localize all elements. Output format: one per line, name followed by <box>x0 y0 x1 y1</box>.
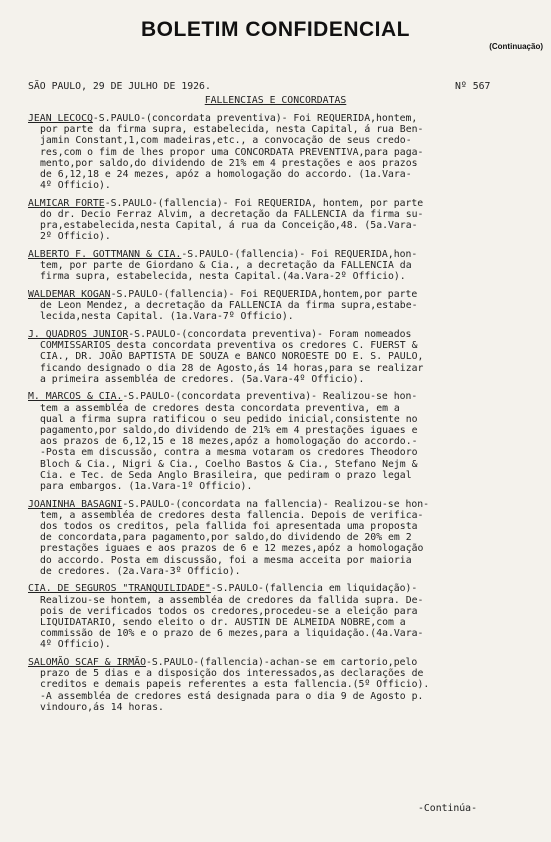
notice-line <box>28 198 538 209</box>
notice-line <box>28 311 538 322</box>
notice-text: firma supra, estabelecida, nesta Capital.(4a.Vara-2º Officio). <box>40 271 406 283</box>
notice-line <box>28 300 538 311</box>
notice-line <box>28 510 538 521</box>
notice-line <box>28 668 538 679</box>
notice-text: de 6,12,18 e 24 mezes, apóz a homologação do accordo. (1a.Vara- <box>40 169 412 181</box>
notice-line <box>28 555 538 566</box>
notice-text: tem a assembléa de credores desta concordata preventiva, em a <box>40 402 400 414</box>
notice-text: -S.PAULO-(concordata preventiva)- Foi REQUERIDA,hontem, <box>92 113 418 124</box>
notice-text: 4º Officio). <box>40 639 111 651</box>
section-title-text: FALLENCIAS E CONCORDATAS <box>204 95 347 106</box>
notice-line <box>28 447 538 458</box>
notice-line <box>28 702 538 713</box>
notice-text: -A assembléa de credores está designada para o dia 9 de Agosto p. <box>40 690 424 702</box>
notice-text: -S.PAULO-(fallencia)- Foi REQUERIDA,hontem,por parte <box>110 289 418 301</box>
continues-footer: -Continúa- <box>418 803 477 814</box>
notice-line <box>28 628 538 639</box>
notice-line <box>28 209 538 220</box>
notice-text: de Leon Mendez, a decretação da FALLENCIA da firma supra,estabe- <box>40 300 418 312</box>
notice-text: -S.PAULO-(concordata preventiva)- Realizou-se hon- <box>122 391 418 403</box>
notice-text: Realizou-se hontem, a assembléa de credores da fallida supra. De- <box>40 594 424 606</box>
notice-text: tem, por parte de Giordano & Cia., a decretação da FALLENCIA da <box>40 260 412 272</box>
notice-text: aos prazos de 6,12,15 e 18 mezes,apóz a homologação do accordo.- <box>40 436 418 448</box>
notice-company: CIA. DE SEGUROS "TRANQUILIDADE" <box>28 583 211 595</box>
notice-text: jamin Constant,1,com madeiras,etc., a convocação de seus credo- <box>40 135 412 147</box>
notice-company: ALBERTO F. GOTTMANN & CIA. <box>28 249 182 261</box>
notice-line <box>28 543 538 554</box>
continuation-label: (Continuação) <box>489 42 543 51</box>
notice-company: JEAN LECOCQ <box>28 113 93 124</box>
notice-text: LIQUIDATARIO, sendo eleito o dr. AUSTIN DE ALMEIDA NOBRE,com a <box>40 617 406 629</box>
notice-entry <box>28 198 538 243</box>
bulletin-number: Nº 567 <box>455 81 491 92</box>
notice-text: CIA., DR. JOÃO BAPTISTA DE SOUZA e BANCO NOROESTE DO E. S. PAULO, <box>40 351 424 363</box>
notice-entry <box>28 113 538 191</box>
notice-entry <box>28 289 538 323</box>
notice-line <box>28 260 538 271</box>
notice-company: M. MARCOS & CIA. <box>28 391 123 403</box>
notice-text: Bloch & Cia., Nigri & Cia., Coelho Bastos & Cia., Stefano Nejm & <box>40 458 418 470</box>
notice-text: por parte da firma supra, estabelecida, nesta Capital, á rua Ben- <box>40 124 424 136</box>
notice-text: -S.PAULO-(concordata na fallencia)- Realizou-se hon- <box>122 498 430 510</box>
notice-text: do dr. Decio Ferraz Alvim, a decretação da FALLENCIA da firma su- <box>40 209 424 221</box>
notice-entry <box>28 391 538 492</box>
notice-text: qual a firma supra ratificou o seu pedido inicial,consistente no <box>40 413 418 425</box>
notice-text: -S.PAULO-(fallencia)- Foi REQUERIDA, hontem, por parte <box>104 197 424 209</box>
notice-company: JOANINHA BASAGNI <box>28 498 123 510</box>
notice-line <box>28 606 538 617</box>
notice-text: pra,estabelecida,nesta Capital, á rua da Conceição,48. (5a.Vara- <box>40 220 418 232</box>
entries-list <box>28 113 538 719</box>
notice-line <box>28 351 538 362</box>
notice-text: creditos e demais papeis referentes a esta fallencia.(5º Officio). <box>40 679 430 691</box>
notice-entry <box>28 249 538 283</box>
notice-line <box>28 329 538 340</box>
notice-company: J. QUADROS JUNIOR <box>28 329 129 341</box>
notice-line <box>28 363 538 374</box>
notice-text: lecida,nesta Capital. (1a.Vara-7º Officio). <box>40 311 294 323</box>
notice-text: mento,por saldo,do dividendo de 21% em 4 prestações e aos prazos <box>40 157 418 169</box>
notice-company: ALMICAR FORTE <box>28 197 105 209</box>
notice-text: ficando designado o dia 28 de Agosto,ás 14 horas,para se realizar <box>40 362 424 374</box>
section-title <box>0 95 551 106</box>
page-title: BOLETIM CONFIDENCIAL <box>141 18 410 41</box>
notice-line <box>28 403 538 414</box>
notice-text: de concordata,para pagamento,por saldo,do dividendo de 20% em 2 <box>40 532 412 544</box>
notice-line <box>28 220 538 231</box>
notice-line <box>28 691 538 702</box>
notice-line <box>28 158 538 169</box>
notice-text: a primeira assembléa de credores. (5a.Vara-4º Officio). <box>40 373 365 385</box>
notice-line <box>28 679 538 690</box>
notice-text: -S.PAULO-(concordata preventiva)- Foram nomeados <box>128 329 412 341</box>
notice-entry <box>28 329 538 385</box>
notice-text: prestações iguaes e aos prazos de 6 e 12 mezes,apóz a homologação <box>40 543 424 555</box>
notice-line <box>28 231 538 242</box>
notice-line <box>28 180 538 191</box>
notice-line <box>28 521 538 532</box>
notice-text: dos todos os creditos, pela fallida foi apresentada uma proposta <box>40 521 418 533</box>
notice-line <box>28 113 538 124</box>
notice-entry <box>28 583 538 650</box>
notice-text: prazo de 5 dias e a disposição dos interessados,as declarações de <box>40 668 424 680</box>
notice-line <box>28 470 538 481</box>
notice-text: -S.PAULO-(fallencia)- Foi REQUERIDA,hon- <box>181 249 418 261</box>
notice-text: para embargos. (1a.Vara-1º Officio). <box>40 481 253 493</box>
notice-line <box>28 617 538 628</box>
notice-text: -Posta em discussão, contra a mesma votaram os credores Theodoro <box>40 447 418 459</box>
notice-text: -S.PAULO-(fallencia)-achan-se em cartorio,pelo <box>145 657 418 669</box>
notice-text: commissão de 10% e o prazo de 6 mezes,para a liquidação.(4a.Vara- <box>40 628 424 640</box>
notice-line <box>28 289 538 300</box>
notice-line <box>28 639 538 650</box>
notice-line <box>28 436 538 447</box>
notice-text: pagamento,por saldo,do dividendo de 21% em 4 prestações iguaes e <box>40 425 418 437</box>
notice-line <box>28 147 538 158</box>
notice-company: WALDEMAR KOGAN <box>28 289 111 301</box>
notice-text: res,com o fim de lhes propor uma CONCORDATA PREVENTIVA,para paga- <box>40 146 424 158</box>
notice-text: pois de verificados todos os credores,procedeu-se a eleição para <box>40 605 418 617</box>
notice-line <box>28 595 538 606</box>
notice-line <box>28 340 538 351</box>
notice-text: vindouro,ás 14 horas. <box>40 701 164 713</box>
notice-text: Cia. e Tec. de Seda Anglo Brasileira, que pediram o prazo legal <box>40 469 412 481</box>
notice-line <box>28 459 538 470</box>
notice-company: SALOMÃO SCAF & IRMÃO <box>28 657 146 669</box>
notice-line <box>28 499 538 510</box>
notice-line <box>28 124 538 135</box>
notice-line <box>28 249 538 260</box>
notice-line <box>28 425 538 436</box>
notice-line <box>28 566 538 577</box>
notice-text: COMMISSARIOS desta concordata preventiva os credores C. FUERST & <box>40 340 418 352</box>
notice-line <box>28 391 538 402</box>
notice-text: 4º Officio). <box>40 180 111 192</box>
notice-line <box>28 374 538 385</box>
notice-line <box>28 532 538 543</box>
notice-line <box>28 169 538 180</box>
notice-line <box>28 583 538 594</box>
notice-line <box>28 657 538 668</box>
notice-text: tem, a assembléa de credores desta fallencia. Depois de verifica- <box>40 509 424 521</box>
notice-text: -S.PAULO-(fallencia em liquidação)- <box>210 583 418 595</box>
notice-line <box>28 135 538 146</box>
notice-text: 2º Officio). <box>40 231 111 243</box>
notice-text: do accordo. Posta em discussão, foi a mesma acceita por maioria <box>40 554 412 566</box>
notice-line <box>28 414 538 425</box>
notice-line <box>28 271 538 282</box>
dateline: SÃO PAULO, 29 DE JULHO DE 1926. <box>28 81 211 92</box>
notice-entry <box>28 499 538 577</box>
notice-entry <box>28 657 538 713</box>
notice-line <box>28 481 538 492</box>
notice-text: de credores. (2a.Vara-3º Officio). <box>40 565 241 577</box>
